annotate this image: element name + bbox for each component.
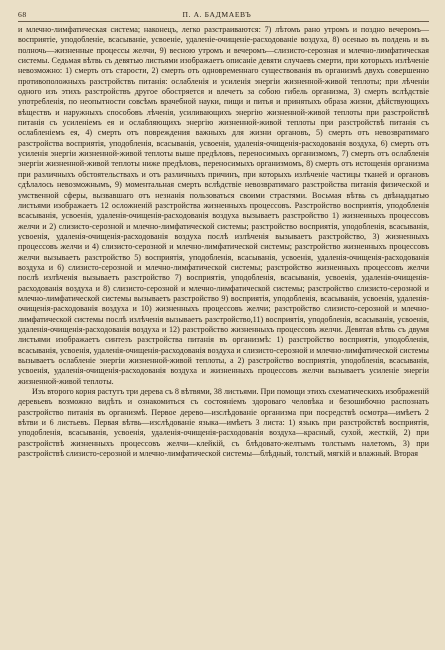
body-text [18, 25, 429, 459]
running-title: П. А. БАДМАЕВЪ [182, 10, 252, 19]
paragraph: и млечно-лимфатическая система; наконецъ, легко разстраиваются: 7) лѣтомъ рано утромъ и поздно вечеромъ—восприятіе, уподобленіе, всасываніе, усвоеніе, удаленіе-очищеніе-расходованіе воздуха, 8) осенью въ полдень и въ полночь—жизненные процессы желчи, 9) весною утромъ и вечеромъ—слизисто-серозная и млечно-лимфатическая системы. Седьмая вѣтвь съ девятью листьями изображаетъ описаніе девяти случаевъ смерти, при которыхъ излѣченіе невозможно: 1) смерть отъ старости, 2) смерть отъ одновременнаго существованія въ организмѣ двухъ совершенно противоположныхъ разстройствъ питанія: ослабленія и усиленія энергіи жизненной-живой теплоты; при лѣченіи одного изъ этихъ разстройствъ другое обостряется и влечетъ за собою гибель организма, 3) смерть вслѣдствіе употребленія, по неопытности совсѣмъ врачебной науки, пищи и питья и принятыхъ образа жизни, дѣйствующихъ вѣществъ и наружныхъ способовъ лѣченія, усиливающихъ энергію жизненной-живой теплоты при разстройствѣ питанія съ усиленіемъ ея и ослабляющихъ энергію жизненной-живой теплоты при разстройствѣ питанія съ ослабленіемъ ея, 4) смерть отъ повреждения важныхъ для жизни органовъ, 5) смерть отъ невозвратимаго разстройства восприятія, уподобленія, всасыванія, усвоенія, удаленія-очищенія-расходованія воздуха, 6) смерть отъ усиленія энергіи жизненной-живой теплоты выше предѣловъ, переносимыхъ организмомъ, 7) смерть отъ ослабленія энергіи жизненной-живой теплоты ниже предѣловъ, переносимыхъ организмомъ, 8) смерть отъ истощенія организма при различныхъ обстоятельствахъ и отъ различныхъ причинъ, при которыхъ излѣченіе частицы тканей и органовъ сдѣлалось невозможнымъ, 9) моментальная смерть вслѣдствіе невозвратимаго разстройства питанія физической и умственной сферы, вызвавшаго отъ незнанія пользоваться своими страстями. Восьмая вѣтвь съ двѣнадцатью листьями изображаетъ 12 осложненій разстройства жизненныхъ процессовъ. Разстройство восприятія, уподобленія всасыванія, усвоенія, удаленія-очищенія-расходованія воздуха вызываетъ разстройство 1) жизненныхъ процессовъ желчи и 2) слизисто-серозной и млечно-лимфатической системы; разстройство восприятія, уподобленія, всасыванія, усвоенія, удаленія-очищенія-расходованія воздуха послѣ излѣченія вызываетъ разстройство, 3) жизненныхъ процессовъ желчи и 4) слизисто-серозной и млечно-лимфатической системы; разстройство жизненныхъ процессовъ желчи вызываетъ разстройство 5) восприятія, уподобленія, всасыванія, усвоенія, удаленія-очищенія-расходованія воздуха и 6) слизисто-серозной и млечно-лимфатической системы; разстройство жизненныхъ процессовъ желчи послѣ излѣченія вызываетъ разстройство 7) восприятія, уподобленія, всасыванія, усвоенія, удаленія-очищенія-расходованія воздуха и 8) слизисто-серозной и млечно-лимфатической системы; разстройство слизисто-серозной и млечно-лимфатической системы вызываетъ разстройство 9) восприятія, уподобленія, всасыванія, усвоенія, удаленія-очищенія-расходованія воздуха и 10) жизненныхъ процессовъ желчи; разстройство слизисто-серозной и млечно-лимфатической системы послѣ излѣченія вызываетъ разстройство,11) восприятія, уподобленія, всасыванія, усвоенія, удаленія-очищенія-расходованія воздуха и 12) разстройство жизненныхъ процессовъ желчи. Девятая вѣтвь съ двумя листьями изображаетъ синтезъ разстройства питанія въ организмѣ: 1) разстройство восприятія, уподобленія, всасыванія, усвоенія, удаленія-очищенія-расходованія воздуха и слизисто-серозной и млечно-лимфатической системы вызываетъ ослабленіе энергіи жизненной-живой теплоты, а 2) разстройство восприятія, уподобленія, всасыванія, усвоенія, удаленія-очищенія-расходованія воздуха и жизненныхъ процессовъ желчи вызываетъ усиленіе энергіи жизненной-живой теплоты. [18, 25, 429, 386]
running-header [18, 10, 429, 22]
paragraph: Изъ второго корня растутъ три дерева съ 8 вѣтвями, 38 листьями. При помощи этихъ схематическихъ изображеній деревьевъ возможно видѣть и ознакомиться съ состояніемъ здороваго человѣка и безошибочно распознать разстройство питанія въ организмѣ. Первое дерево—изслѣдованіе организма при посредствѣ осмотра—имѣетъ 2 вѣтви и 6 листьевъ. Первая вѣтвь—изслѣдованіе языка—имѣетъ 3 листа: 1) языкъ при разстройствѣ восприятія, уподобленія, всасыванія, усвоенія, удаленія-очищенія-расходованія воздуха—красный, сухой, жесткій, 2) при разстройствѣ жизненныхъ процессовъ желчи—клейкій, съ блѣдовато-желтымъ толстымъ налетомъ, 3) при разстройствѣ слизисто-серозной и млечно-лимфатической системы—блѣдный, толстый, мягкій и влажный. Вторая [18, 387, 429, 459]
page-number: 68 [18, 10, 27, 19]
